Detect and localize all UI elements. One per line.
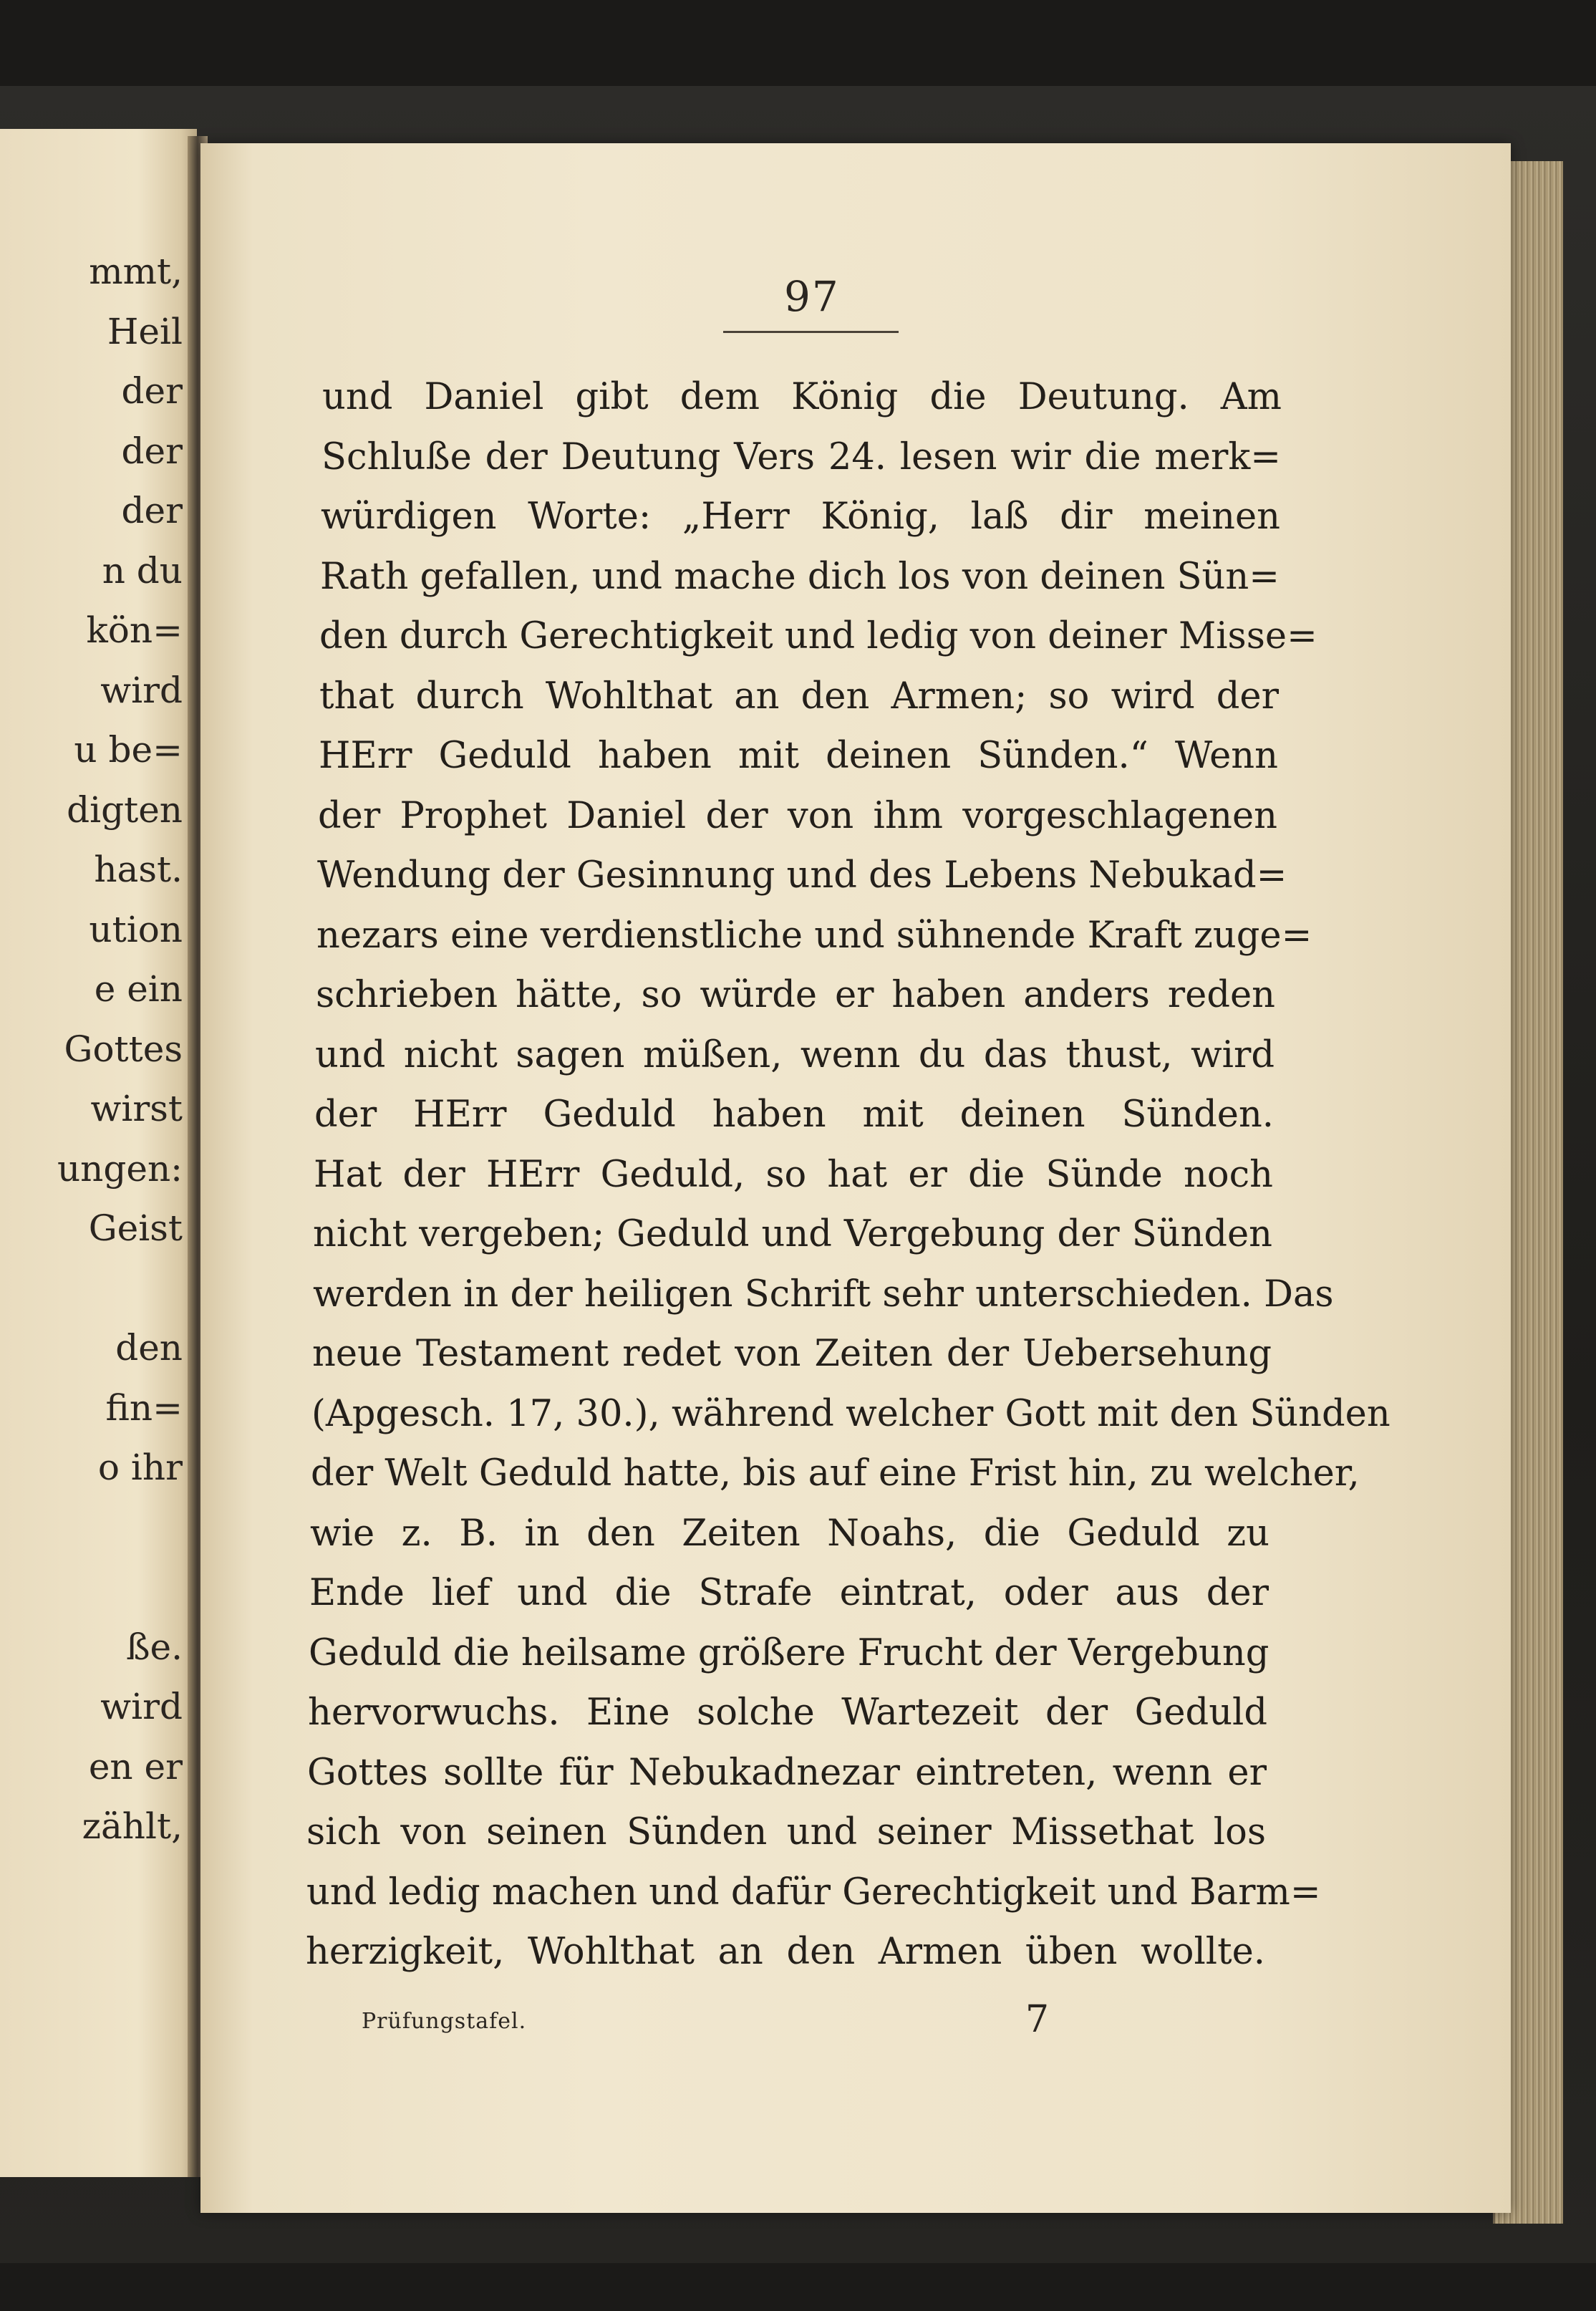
text-line: Ende lief und die Strafe eintrat, oder aus der xyxy=(309,1572,1269,1614)
text-line: herzigkeit, Wohlthat an den Armen üben wollte. xyxy=(306,1931,1265,1973)
text-line: Hat der HErr Geduld, so hat er die Sünde noch xyxy=(314,1154,1273,1196)
left-page-fragment: Geist xyxy=(88,1207,183,1249)
left-page-fragment: ungen: xyxy=(57,1148,183,1190)
left-page-fragment: mmt, xyxy=(89,251,183,292)
text-line: Wendung der Gesinnung und des Lebens Nebukad= xyxy=(317,854,1287,897)
left-page-fragment: hast. xyxy=(94,849,183,890)
left-page-fragment: e ein xyxy=(94,968,183,1010)
text-line: den durch Gerechtigkeit und ledig von deiner Misse= xyxy=(319,615,1317,657)
text-line: wie z. B. in den Zeiten Noahs, die Geduld zu xyxy=(310,1512,1269,1555)
text-line: Gottes sollte für Nebukadnezar eintreten, wenn er xyxy=(307,1752,1267,1794)
text-line: Geduld die heilsame größere Frucht der Vergebung xyxy=(309,1632,1269,1674)
text-line: hervorwuchs. Eine solche Wartezeit der Geduld xyxy=(308,1692,1267,1734)
left-page-fragment: wird xyxy=(100,670,183,711)
text-line: neue Testament redet von Zeiten der Uebersehung xyxy=(312,1333,1272,1375)
text-line: (Apgesch. 17, 30.), während welcher Gott mit den Sünden xyxy=(311,1393,1391,1435)
text-line: und nicht sagen müßen, wenn du das thust, wird xyxy=(315,1034,1275,1076)
text-line: Rath gefallen, und mache dich los von deinen Sün= xyxy=(320,556,1280,598)
text-line: der Welt Geduld hatte, bis auf eine Frist hin, zu welcher, xyxy=(311,1452,1360,1495)
text-line: that durch Wohlthat an den Armen; so wird der xyxy=(319,675,1279,718)
left-page-fragment: ution xyxy=(89,909,183,950)
left-page-fragment: wirst xyxy=(90,1088,183,1129)
left-page-fragment: wird xyxy=(100,1686,183,1727)
left-page-fragment: u be= xyxy=(74,729,183,771)
text-line: und Daniel gibt dem König die Deutung. Am xyxy=(322,376,1282,418)
left-page-fragment: ße. xyxy=(126,1626,183,1668)
text-line: Schluße der Deutung Vers 24. lesen wir die merk= xyxy=(321,436,1281,478)
text-line: der HErr Geduld haben mit deinen Sünden. xyxy=(314,1094,1274,1136)
left-page-fragment: Gottes xyxy=(64,1028,183,1070)
printer-signature: Prüfungstafel. xyxy=(362,2009,527,2034)
text-line: nezars eine verdienstliche und sühnende Kraft zuge= xyxy=(316,915,1312,957)
left-page xyxy=(0,129,197,2177)
text-line: würdigen Worte: „Herr König, laß dir meinen xyxy=(321,496,1280,538)
text-line: schrieben hätte, so würde er haben anders reden xyxy=(316,974,1275,1016)
text-line: HErr Geduld haben mit deinen Sünden.“ Wenn xyxy=(319,735,1278,777)
left-page-fragment: kön= xyxy=(86,609,183,651)
text-line: nicht vergeben; Geduld und Vergebung der Sünden xyxy=(313,1213,1272,1255)
left-page-fragment: der xyxy=(121,370,183,412)
left-page-fragment: o ihr xyxy=(97,1447,183,1488)
text-line: und ledig machen und dafür Gerechtigkeit und Barm= xyxy=(306,1871,1321,1914)
left-page-fragment: zählt, xyxy=(82,1805,183,1847)
left-page-fragment: n du xyxy=(102,550,183,592)
text-line: der Prophet Daniel der von ihm vorgeschlagenen xyxy=(318,795,1277,837)
text-line: sich von seinen Sünden und seiner Missethat los xyxy=(306,1811,1266,1853)
left-page-fragment: den xyxy=(115,1327,183,1369)
left-page-fragment: der xyxy=(121,490,183,531)
left-page-fragment: Heil xyxy=(107,311,183,352)
left-page-fragment: fin= xyxy=(105,1387,183,1429)
left-page-fragment: der xyxy=(121,430,183,472)
sheet-number: 7 xyxy=(1025,1998,1050,2041)
text-line: werden in der heiligen Schrift sehr unterschieden. Das xyxy=(313,1273,1334,1316)
page-number-rule xyxy=(723,331,899,333)
page-number: 97 xyxy=(784,272,840,321)
left-page-fragment: digten xyxy=(67,789,183,831)
left-page-fragment: en er xyxy=(88,1746,183,1787)
